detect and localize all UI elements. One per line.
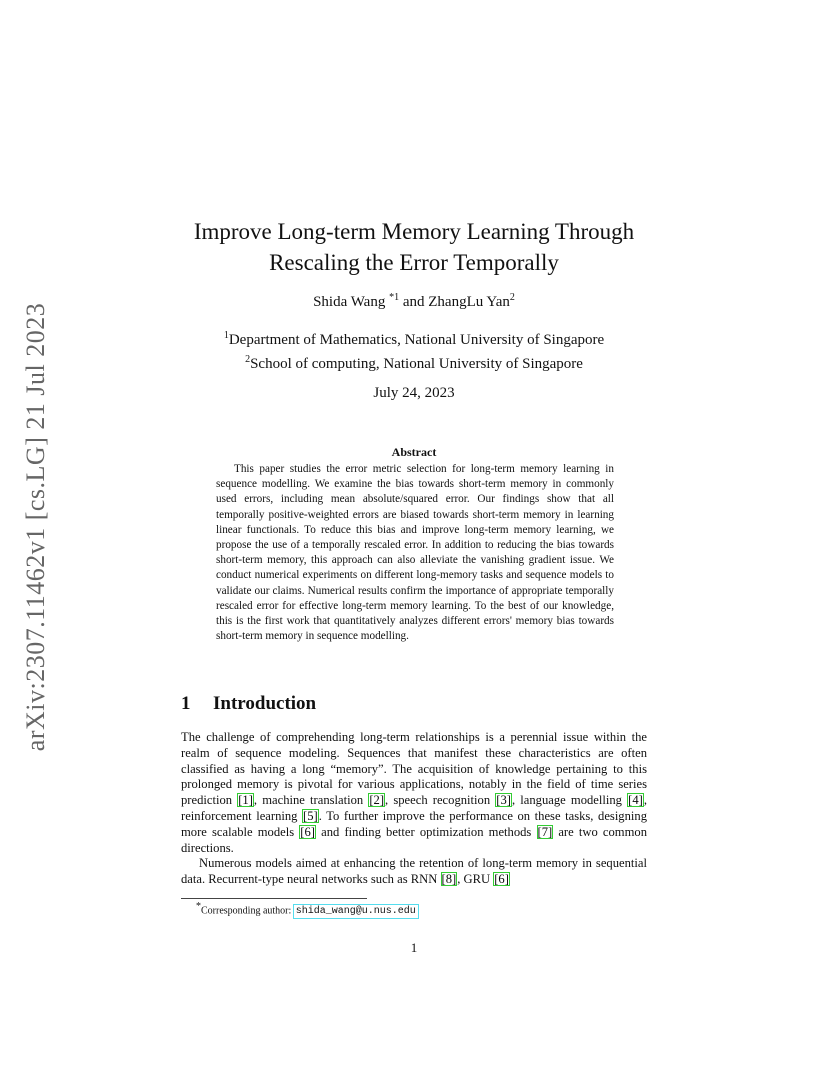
affiliation-2 bbox=[150, 350, 678, 374]
citation-link[interactable]: [5] bbox=[303, 808, 318, 823]
p1-text-3: , speech recognition bbox=[385, 793, 496, 808]
author-2: ZhangLu Yan bbox=[428, 294, 510, 310]
citation-link[interactable]: [3] bbox=[496, 793, 511, 808]
title-line-2: Rescaling the Error Temporally bbox=[269, 250, 559, 275]
abstract-heading: Abstract bbox=[391, 445, 437, 459]
page-number: 1 bbox=[410, 940, 418, 955]
section-number: 1 bbox=[181, 693, 191, 714]
citation-link[interactable]: [8] bbox=[441, 872, 457, 887]
arxiv-identifier: arXiv:2307.11462v1 [cs.LG] 21 Jul 2023 bbox=[21, 302, 50, 752]
p1-text-4: , language modelling bbox=[511, 793, 628, 808]
affiliation-1-mark: 1 bbox=[223, 330, 229, 341]
affiliation-2-mark: 2 bbox=[245, 354, 251, 365]
author-2-mark: 2 bbox=[509, 292, 515, 303]
footnote-mark: * bbox=[196, 901, 201, 912]
affiliation-1 bbox=[150, 326, 678, 350]
author-connector: and bbox=[399, 294, 429, 310]
p1-text-6: . To further improve the performance on these tasks, designing more scalable models bbox=[181, 808, 647, 839]
paper-title bbox=[150, 216, 678, 278]
paragraph-1 bbox=[181, 730, 647, 856]
citation-link[interactable]: [1] bbox=[238, 793, 253, 808]
author-1-marks: *1 bbox=[389, 292, 400, 303]
affiliations bbox=[150, 326, 678, 374]
footnote-text: Corresponding author: bbox=[201, 905, 294, 917]
section-title: Introduction bbox=[213, 693, 317, 714]
footnote-rule bbox=[181, 898, 367, 899]
author-1: Shida Wang bbox=[313, 294, 390, 310]
title-line-1: Improve Long-term Memory Learning Through bbox=[193, 219, 635, 244]
p1-text-7: and finding better optimization methods bbox=[315, 824, 537, 839]
citation-link[interactable]: [2] bbox=[369, 793, 385, 808]
citation-link[interactable]: [4] bbox=[628, 793, 643, 808]
p1-text-8: are two common directions. bbox=[181, 824, 647, 855]
p2-text-2: , GRU bbox=[457, 872, 494, 887]
paragraph-2 bbox=[181, 856, 647, 888]
affiliation-1-text: Department of Mathematics, National University of Singapore bbox=[228, 332, 605, 348]
citation-link[interactable]: [7] bbox=[537, 824, 553, 839]
p1-text-5: , reinforcement learning bbox=[181, 793, 647, 823]
section-heading bbox=[181, 693, 316, 715]
email-link[interactable]: shida_wang@u.nus.edu bbox=[295, 906, 416, 918]
p1-text-2: , machine translation bbox=[253, 793, 369, 808]
p2-text-1: Numerous models aimed at enhancing the retention of long-term memory in sequential data. Recurrent-type neural networks such as RNN bbox=[181, 856, 647, 887]
author-list bbox=[180, 292, 648, 311]
citation-link[interactable]: [6] bbox=[494, 872, 509, 887]
p1-text-1: The challenge of comprehending long-term relationships is a perennial issue within the realm of sequence modeling. Sequences that manifest these characteristics are often classified as having a long “memory”. The acquisition of knowledge pertaining to this prolonged memory is pivotal for various applications, notably in the field of time series prediction bbox=[181, 730, 647, 808]
footnote bbox=[196, 901, 418, 917]
citation-link[interactable]: [6] bbox=[300, 824, 315, 839]
section-body bbox=[181, 730, 647, 888]
affiliation-2-text: School of computing, National University of Singapore bbox=[250, 356, 583, 372]
abstract-text: This paper studies the error metric selection for long-term memory learning in sequence modelling. We examine the bias towards short-term memory in commonly used errors, including mean absolute/squared error. Our findings show that all temporally positive-weighted errors are biased towards short-term memory in learning linear functionals. To reduce this bias and improve long-term memory learning, we propose the use of a temporally rescaled error. In addition to reducing the bias towards short-term memory, this approach can also alleviate the vanishing gradient issue. We conduct numerical experiments on different long-memory tasks and sequence models to validate our claims. Numerical results confirm the importance of appropriate temporally rescaled error for effective long-term memory learning. To the best of our knowledge, this is the first work that quantitatively analyzes different errors' memory bias towards short-term memory in sequence modelling. bbox=[216, 463, 614, 643]
paper-date: July 24, 2023 bbox=[373, 385, 455, 401]
